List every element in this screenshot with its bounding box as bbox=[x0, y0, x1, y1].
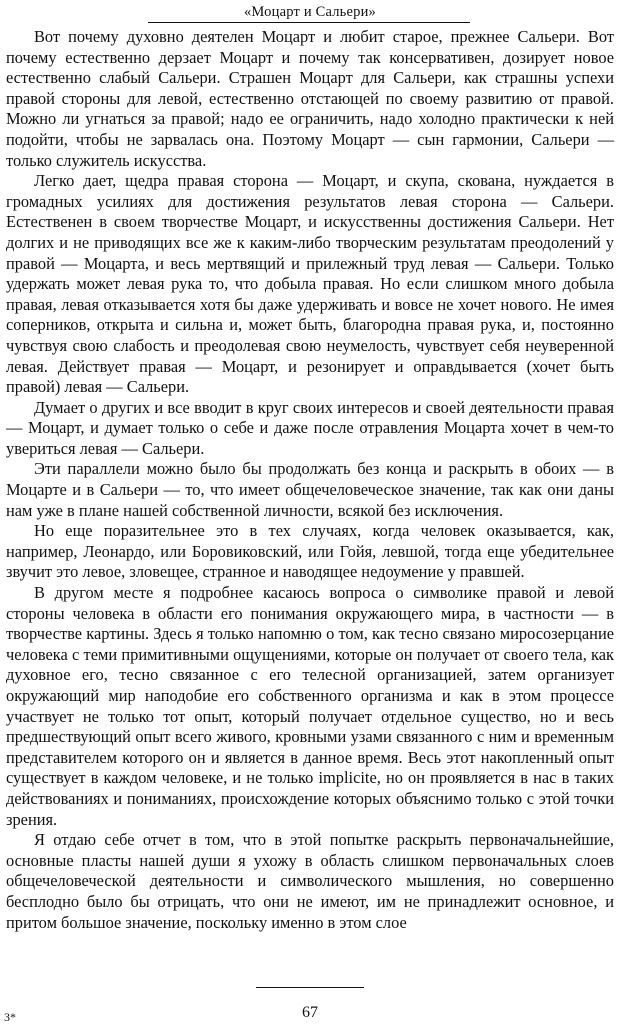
footer-rule bbox=[256, 987, 364, 988]
paragraph-1: Вот почему духовно деятелен Моцарт и любит старое, прежнее Сальери. Вот почему естественно дерзает Моцарт и почему так консервативен, дозирует новое естественно слабый Сальери. Страшен Моцарт для Сальери, как страшны успехи правой стороны для левой, естественно отстающей по своему развитию от правой. Можно ли угнаться за правой; надо ее ограничить, надо холодно практически к ней подойти, чтобы не зарвалась она. Поэтому Моцарт — сын гармонии, Сальери — только служитель искусства. bbox=[6, 27, 614, 170]
paragraph-4: Эти параллели можно было бы продолжать без конца и раскрыть в обоих — в Моцарте и в Сальери — то, что имеет общечеловеческое значение, так как они даны нам уже в плане нашей собственной личности, всякой без исключения. bbox=[6, 459, 614, 520]
paragraph-7: Я отдаю себе отчет в том, что в этой попытке раскрыть первоначальнейшие, основные пласты нашей души я ухожу в область слишком первоначальных слоев общечеловеческой деятельности и символического мышления, но совершенно бесплодно было бы отрицать, что они не имеют, им не принадлежит основное, и притом большое значение, поскольку именно в этом слое bbox=[6, 830, 614, 932]
paragraph-2: Легко дает, щедра правая сторона — Моцарт, и скупа, скована, нуждается в громадных усилиях для достижения результатов левая сторона — Сальери. Естественен в своем творчестве Моцарт, и искусственны достижения Сальери. Нет долгих и не приводящих все же к каким-либо творческим результатам преодолений у правой — Моцарта, и весь мертвящий и прилежный труд левая — Сальери. Только удержать может левая рука то, что добыла правая. Но если слишком много добыла правая, левая отказывается хотя бы даже удерживать и вовсе не хочет нового. Не имея соперников, открыта и сильна и, может быть, благородна правая рука, и, постоянно чувствуя свою слабость и преодолевая свою неумелость, чувствует себя неуверенной левая. Действует правая — Моцарт, и резонирует и оправдывается (хочет быть правой) левая — Сальери. bbox=[6, 171, 614, 397]
paragraph-5: Но еще поразительнее это в тех случаях, когда человек оказывается, как, например, Леонардо, или Боровиковский, или Гойя, левшой, тогда еще убедительнее звучит это левое, зловещее, странное и наводящее недоумение у правшей. bbox=[6, 521, 614, 582]
running-head: «Моцарт и Сальери» bbox=[243, 4, 376, 20]
body-text bbox=[6, 27, 614, 933]
header-rule bbox=[148, 22, 470, 23]
paragraph-3: Думает о других и все вводит в круг своих интересов и своей деятельности правая — Моцарт, и думает только о себе и даже после отравления Моцарта хочет в чем-то увериться левая — Сальери. bbox=[6, 397, 614, 458]
paragraph-6: В другом месте я подробнее касаюсь вопроса о символике правой и левой стороны человека в области его понимания окружающего мира, в частности — в творчестве картины. Здесь я только напомню о том, как тесно связано миросозерцание человека с теми примитивными ощущениями, которые он получает от своего тела, как духовное его, тесно связанное с его телесной организацией, затем организует окружающий мир наподобие его собственного организма и как в этом процессе участвует не только тот опыт, который получает отдельное существо, но и весь предшествующий опыт всего живого, кровными узами связанного с ним и временным представителем которого он и является в данное время. Весь этот накопленный опыт существует в каждом человеке, и не только implicite, но он проявляется в нас в таких действованиях и пониманиях, происхождение которых объяснимо только с этой точки зрения. bbox=[6, 583, 614, 829]
signature-mark: 3* bbox=[4, 1010, 16, 1024]
page-number: 67 bbox=[302, 1004, 318, 1021]
